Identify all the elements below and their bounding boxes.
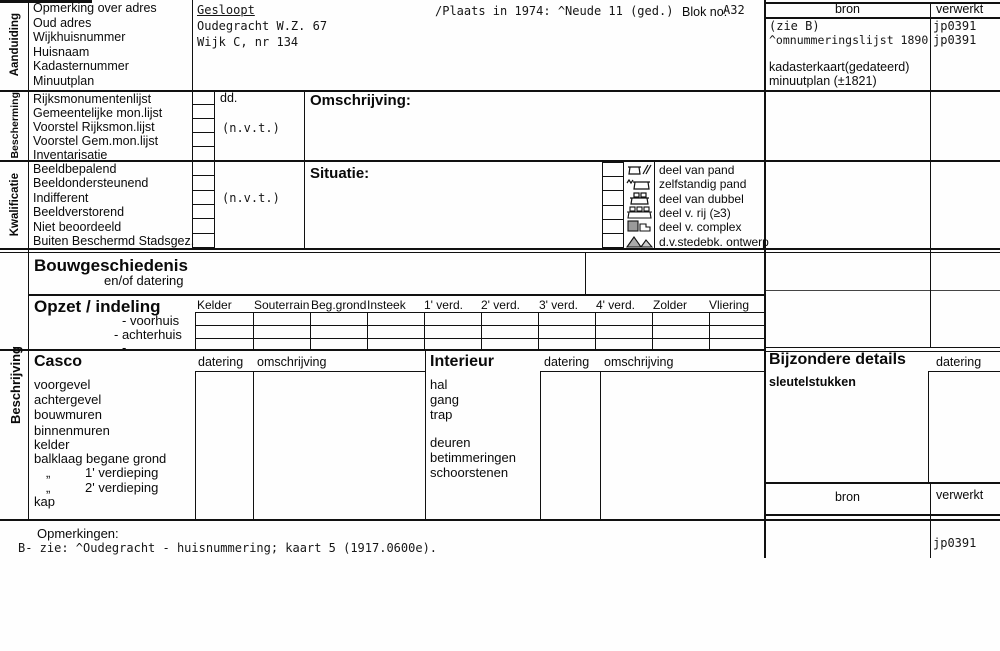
typed-verwerkt-entry: jp0391 [933, 19, 977, 33]
bron-header-bottom: bron [834, 490, 861, 504]
checkbox [193, 105, 214, 119]
kwalificatie-row-label: Beeldbepalend [33, 162, 117, 176]
blok-no-label: Blok no: [682, 5, 728, 19]
checkbox [603, 191, 623, 205]
interieur-header: Interieur [430, 353, 495, 370]
casco-datering-left [195, 371, 196, 520]
aanduiding-row-label: Wijkhuisnummer [33, 30, 126, 44]
checkbox [193, 191, 214, 205]
opzet-column-header: 4' verd. [596, 298, 635, 312]
typed-bron-entry: ^omnummeringslijst 1890 [769, 33, 929, 47]
right-column-divider [765, 290, 1000, 291]
interieur-row-label: hal [430, 377, 448, 392]
ditto-mark: „ [46, 465, 51, 480]
bron-bottom-header-underline [765, 514, 1000, 516]
opzet-column-header: 3' verd. [539, 298, 578, 312]
checkbox [603, 163, 623, 177]
checkbox [603, 220, 623, 234]
kwalificatie-checkbox-strip [192, 161, 215, 248]
typed-opmerking-note: B- zie: ^Oudegracht - huisnummering; kaart 5 (1917.0600e). [18, 541, 438, 555]
checkbox [193, 119, 214, 133]
opzet-column-header: Zolder [653, 298, 688, 312]
verwerkt-column-divider-bottom [930, 482, 931, 558]
opmerkingen-header: Opmerkingen: [37, 526, 119, 541]
bescherming-checkbox-strip [192, 90, 215, 161]
bijzondere-datering-header: datering [936, 355, 982, 369]
interieur-row-label: betimmeringen [430, 450, 516, 465]
checkbox [193, 234, 214, 247]
interieur-omschrijving-left [600, 371, 601, 520]
grid-line [253, 313, 254, 351]
verwerkt-column-divider-top [930, 2, 931, 348]
grid-line [424, 313, 425, 351]
kwalificatie-row-label: Buiten Beschermd Stadsgez. [33, 234, 195, 248]
casco-row-label: achtergevel [34, 392, 102, 407]
verwerkt-header-bottom: verwerkt [936, 488, 984, 502]
checkbox [193, 176, 214, 190]
zelfstandig-pand-icon [626, 177, 653, 190]
checkbox [193, 147, 214, 160]
ditto-mark: „ [46, 480, 51, 495]
typed-verwerkt-bottom: jp0391 [933, 536, 977, 550]
aanduiding-row-label: Oud adres [33, 16, 92, 30]
checkbox [603, 206, 623, 220]
casco-omschrijving-header: omschrijving [257, 355, 327, 369]
opzet-grid [195, 312, 765, 350]
casco-interieur-divider [425, 350, 426, 520]
grid-line [709, 313, 710, 351]
checkbox [193, 91, 214, 105]
opzet-indeling-header: Opzet / indeling [34, 297, 161, 316]
printed-source: kadasterkaart(gedateerd) [769, 60, 910, 74]
checkbox [193, 133, 214, 147]
aanduiding-row-label: Minuutplan [33, 74, 95, 88]
bron-bottom-table-top [765, 482, 1000, 484]
interieur-row-label: schoorstenen [430, 465, 509, 480]
interieur-row-label: trap [430, 407, 453, 422]
opzet-row-label: - achterhuis [114, 327, 182, 342]
bouwgeschiedenis-bottom-line [29, 294, 765, 296]
casco-row-label: kap [34, 494, 55, 509]
kwalificatie-row-label: Beeldondersteunend [33, 176, 149, 190]
deel-van-rij-icon [626, 206, 653, 219]
opzet-column-header: Beg.grond [311, 298, 367, 312]
interieur-datering-header: datering [544, 355, 590, 369]
typed-verwerkt-entry: jp0391 [933, 33, 977, 47]
typed-bron-entry: (zie B) [769, 19, 820, 33]
aanduiding-row-label: Kadasternummer [33, 59, 129, 73]
legend-label: deel v. rij (≥3) [659, 205, 731, 220]
casco-row-label: balklaag begane grond [34, 451, 167, 466]
checkbox [193, 162, 214, 176]
sleutelstukken-label: sleutelstukken [769, 375, 856, 389]
grid-line [652, 313, 653, 351]
opzet-column-header: Vliering [709, 298, 750, 312]
bescherming-row-label: Voorstel Rijksmon.lijst [33, 120, 155, 134]
casco-header-underline [195, 371, 425, 372]
side-label-beschrijving: Beschrijving [7, 345, 23, 425]
opzet-column-header: 2' verd. [481, 298, 520, 312]
side-label-divider [28, 0, 29, 520]
side-label-kwalificatie: Kwalificatie [9, 172, 21, 237]
casco-row-label: kelder [34, 437, 70, 452]
casco-row-label: bouwmuren [34, 407, 102, 422]
main-right-divider [764, 0, 766, 558]
casco-row-label: 1' verdieping [85, 465, 159, 480]
situatie-checkbox-strip [602, 162, 624, 248]
checkbox [193, 219, 214, 233]
grid-line [367, 313, 368, 351]
situatie-header: Situatie: [310, 165, 370, 182]
deel-van-dubbel-icon [626, 192, 653, 205]
casco-header: Casco [34, 353, 83, 370]
grid-line [595, 313, 596, 351]
opzet-column-header: Kelder [197, 298, 232, 312]
interieur-row-label: deuren [430, 435, 471, 450]
typed-nvt-kwalificatie: (n.v.t.) [222, 191, 280, 205]
bescherming-row-label: Inventarisatie [33, 148, 108, 162]
deel-van-pand-icon [626, 163, 653, 176]
checkbox [603, 177, 623, 191]
casco-datering-header: datering [198, 355, 244, 369]
omschrijving-left-border [304, 90, 305, 249]
omschrijving-header: Omschrijving: [310, 92, 411, 109]
casco-row-label: 2' verdieping [85, 480, 159, 495]
opzet-row-label: - [122, 340, 127, 355]
typed-value-wijknummer: Wijk C, nr 134 [197, 35, 299, 49]
deel-van-complex-icon [626, 220, 653, 233]
bijzondere-header-underline [928, 371, 1000, 372]
typed-nvt-bescherming: (n.v.t.) [222, 121, 280, 135]
grid-line [310, 313, 311, 351]
opzet-row-label: - voorhuis [122, 313, 180, 328]
interieur-row-label: gang [430, 392, 459, 407]
kwalificatie-row-label: Indifferent [33, 191, 89, 205]
checkbox [603, 234, 623, 247]
side-label-aanduiding: Aanduiding [9, 13, 21, 77]
legend-label: deel van pand [659, 163, 735, 177]
stedebouwkundig-ontwerp-icon [626, 235, 653, 248]
legend-label: deel v. complex [659, 220, 742, 235]
kwalificatie-row-label: Niet beoordeeld [33, 220, 122, 234]
bijzondere-datering-divider [928, 371, 929, 482]
legend-label: d.v.stedebk. ontwerp [659, 234, 769, 249]
aanduiding-row-label: Opmerking over adres [33, 1, 157, 15]
typed-plaats-note: /Plaats in 1974: ^Neude 11 (ged.) [435, 4, 674, 18]
aanduiding-row-label: Huisnaam [33, 45, 90, 59]
bouwgeschiedenis-subheader: en/of datering [104, 273, 184, 288]
interieur-datering-left [540, 371, 541, 520]
legend-label-divider [654, 162, 655, 248]
interieur-omschrijving-header: omschrijving [604, 355, 674, 369]
typed-value-status: Gesloopt [197, 3, 255, 17]
bescherming-row-label: Rijksmonumentenlijst [33, 92, 152, 106]
opzet-column-header: Souterrain [254, 298, 310, 312]
interieur-header-underline [540, 371, 765, 372]
typed-value-oud-adres: Oudegracht W.Z. 67 [197, 19, 328, 33]
typed-blok-no-value: A32 [723, 3, 745, 17]
legend-label: zelfstandig pand [659, 177, 747, 192]
bescherming-row-label: Voorstel Gem.mon.lijst [33, 134, 159, 148]
verwerkt-header: verwerkt [936, 2, 984, 16]
casco-row-label: voorgevel [34, 377, 91, 392]
grid-line [538, 313, 539, 351]
casco-omschrijving-left [253, 371, 254, 520]
bijzondere-top-line-1 [765, 347, 1000, 348]
grid-line [481, 313, 482, 351]
kwalificatie-row-label: Beeldverstorend [33, 205, 125, 219]
bron-header: bron [834, 2, 861, 16]
opzet-column-header: Insteek [367, 298, 406, 312]
section-divider-double-1 [0, 248, 1000, 250]
checkbox [193, 205, 214, 219]
legend-label: deel van dubbel [659, 191, 744, 206]
printed-source: minuutplan (±1821) [769, 74, 877, 88]
section-divider-double-2 [0, 252, 1000, 254]
side-label-bescherming: Bescherming [9, 92, 21, 159]
bouwgeschiedenis-right-border [585, 252, 586, 295]
aanduiding-value-divider [192, 0, 193, 91]
casco-row-label: binnenmuren [34, 423, 110, 438]
bouwgeschiedenis-header: Bouwgeschiedenis [34, 256, 188, 275]
bijzondere-details-header: Bijzondere details [769, 351, 906, 368]
section-divider-bescherming [0, 160, 1000, 162]
form-bottom-line [0, 519, 1000, 521]
opzet-column-header: 1' verd. [424, 298, 463, 312]
bescherming-row-label: Gemeentelijke mon.lijst [33, 106, 163, 120]
dd-label: dd. [220, 91, 238, 105]
